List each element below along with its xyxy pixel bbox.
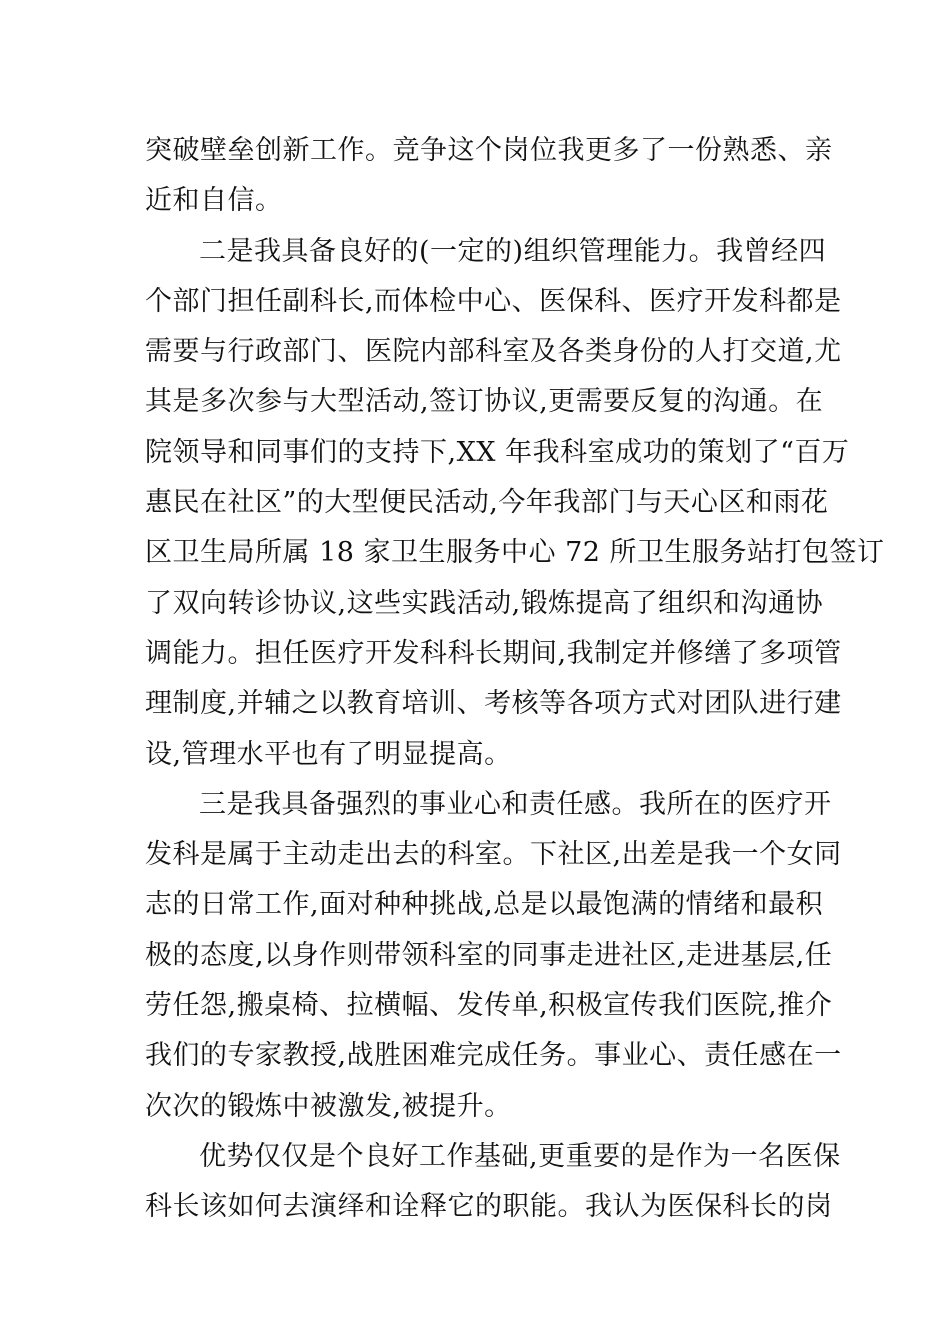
paragraph-start-line: 三是我具备强烈的事业心和责任感。我所在的医疗开: [199, 788, 832, 820]
text-line: 次次的锻炼中被激发,被提升。: [145, 1090, 512, 1122]
text-line: 了双向转诊协议,这些实践活动,锻炼提高了组织和沟通协: [145, 587, 824, 619]
text-line: 劳任怨,搬桌椅、拉横幅、发传单,积极宣传我们医院,推介: [145, 990, 833, 1022]
text-line: 惠民在社区”的大型便民活动,今年我部门与天心区和雨花: [145, 487, 829, 519]
paragraph-start-line: 二是我具备良好的(一定的)组织管理能力。我曾经四: [199, 235, 827, 267]
body-text: [145, 126, 885, 1233]
text-line: 个部门担任副科长,而体检中心、医保科、医疗开发科都是: [145, 285, 842, 317]
text-line: 院领导和同事们的支持下,XX 年我科室成功的策划了“百万: [145, 436, 850, 468]
text-line: 科长该如何去演绎和诠释它的职能。我认为医保科长的岗: [145, 1191, 833, 1223]
text-line: 其是多次参与大型活动,签订协议,更需要反复的沟通。在: [145, 386, 824, 418]
text-line: 需要与行政部门、医院内部科室及各类身份的人打交道,尤: [145, 336, 842, 368]
text-line: 突破壁垒创新工作。竞争这个岗位我更多了一份熟悉、亲: [145, 135, 833, 166]
text-line: 发科是属于主动走出去的科室。下社区,出差是我一个女同: [145, 839, 842, 871]
text-line: 极的态度,以身作则带领科室的同事走进社区,走进基层,任: [145, 939, 833, 971]
text-line: 调能力。担任医疗开发科科长期间,我制定并修缮了多项管: [145, 637, 842, 669]
text-line: 区卫生局所属 18 家卫生服务中心 72 所卫生服务站打包签订: [145, 537, 885, 569]
text-line: 设,管理水平也有了明显提高。: [145, 738, 512, 770]
paragraph-start-line: 优势仅仅是个良好工作基础,更重要的是作为一名医保: [199, 1140, 841, 1172]
text-line: 志的日常工作,面对种种挑战,总是以最饱满的情绪和最积: [145, 889, 824, 921]
text-line: 我们的专家教授,战胜困难完成任务。事业心、责任感在一: [145, 1040, 842, 1072]
text-line: 近和自信。: [145, 185, 283, 217]
text-line: 理制度,并辅之以教育培训、考核等各项方式对团队进行建: [145, 688, 842, 720]
